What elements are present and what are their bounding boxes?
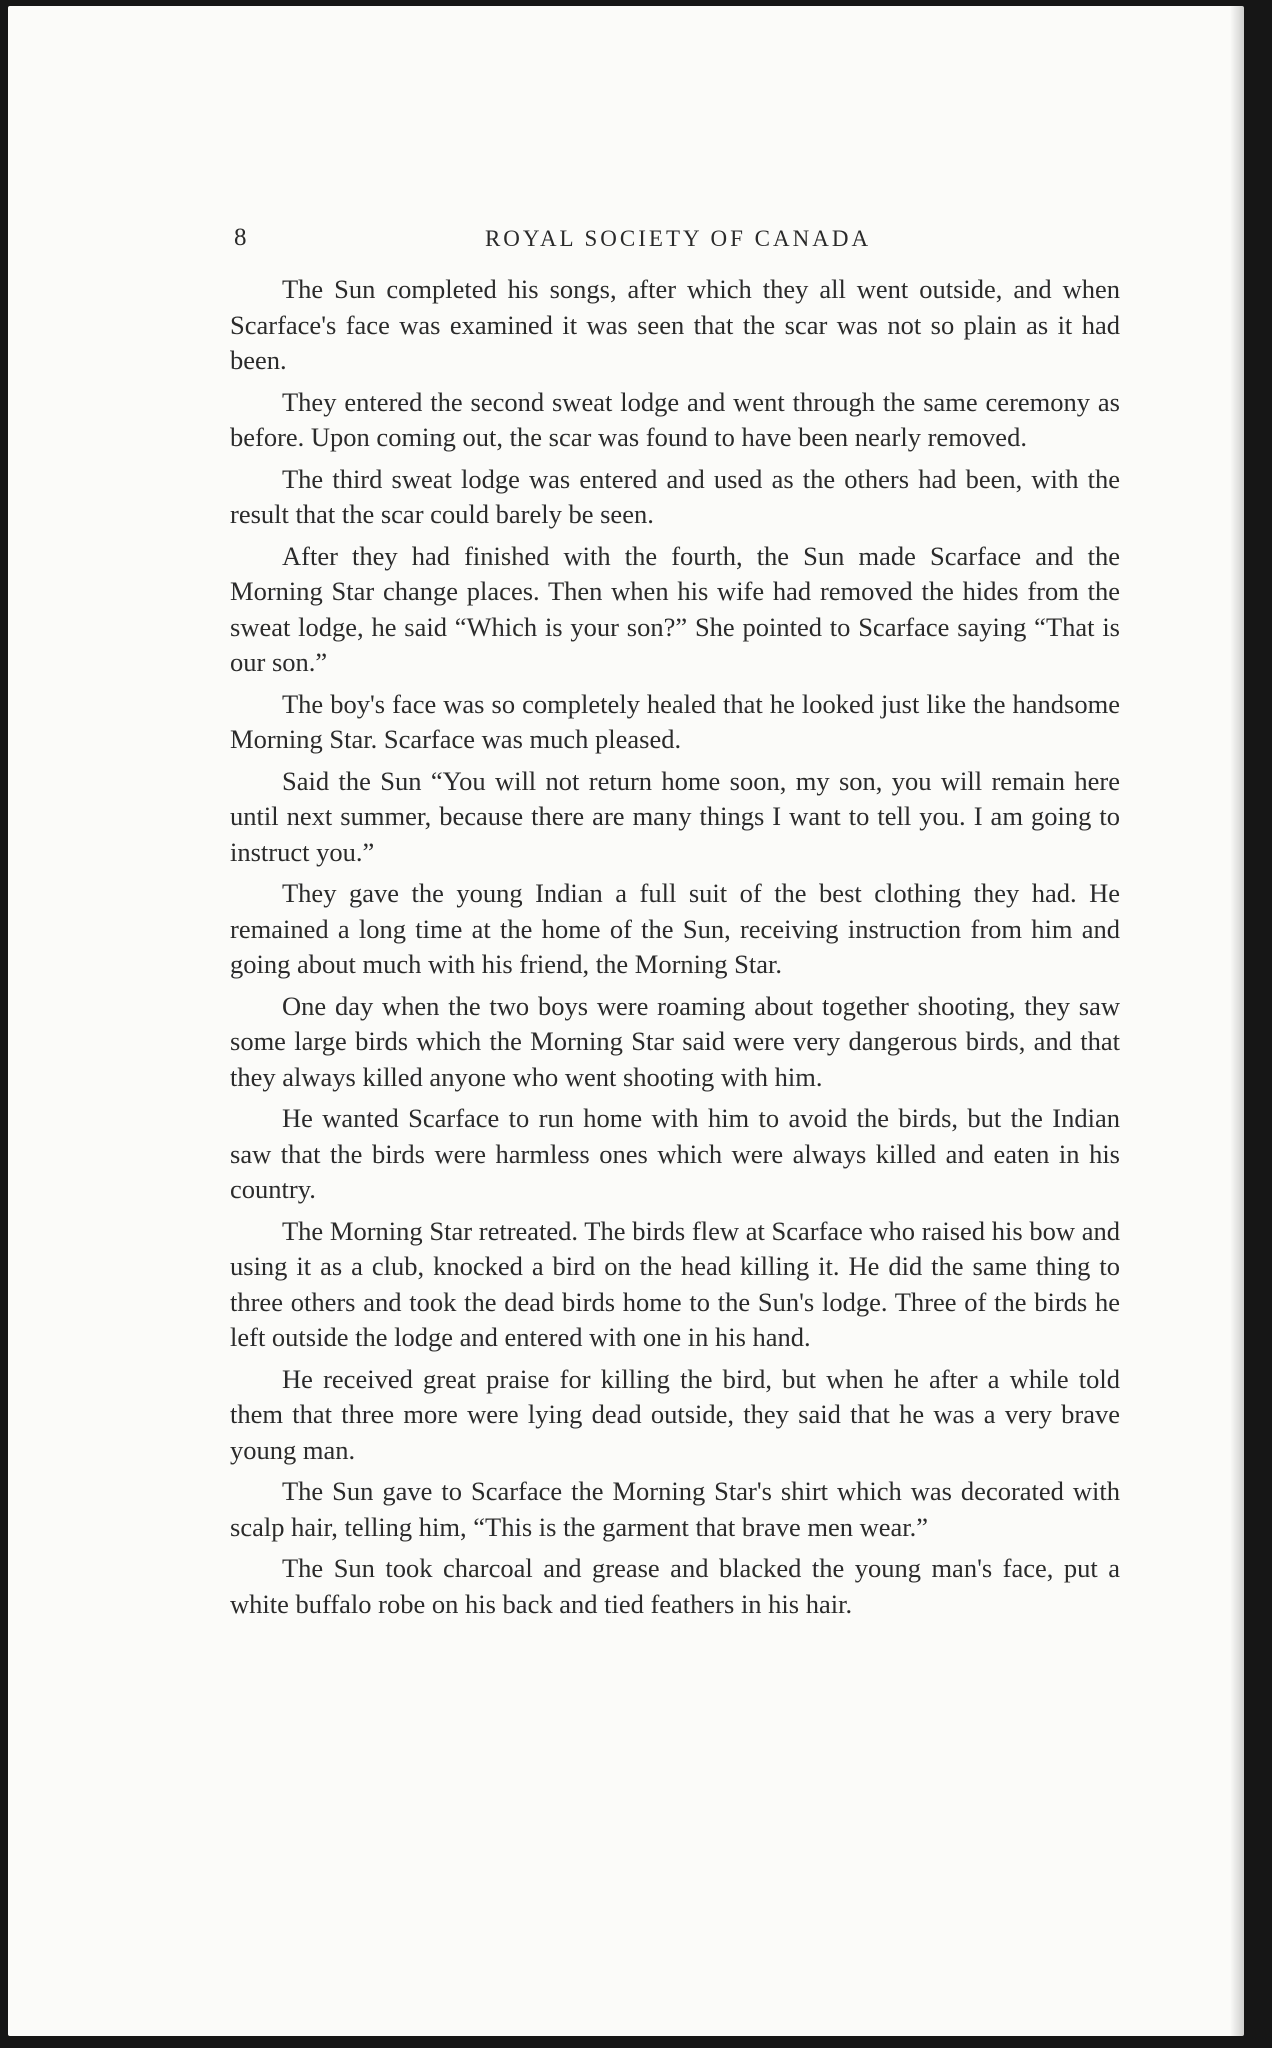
- page-header: [228, 224, 1128, 264]
- body-text: [230, 272, 1120, 1628]
- paragraph: Said the Sun “You will not return home soon, my son, you will remain here until next summer, because there are many things I want to tell you. I am going to instruct you.”: [230, 765, 1120, 867]
- paragraph: The Sun took charcoal and grease and blacked the young man's face, put a white buffalo robe on his back and tied feathers in his hair.: [230, 1553, 1120, 1619]
- book-page: [8, 6, 1244, 2036]
- paragraph: The Sun completed his songs, after which they all went outside, and when Scarface's face was examined it was seen that the scar was not so plain as it had been.: [230, 274, 1120, 375]
- paragraph: They entered the second sweat lodge and went through the same ceremony as before. Upon coming out, the scar was found to have been nearly removed.: [230, 386, 1120, 452]
- page-edge-shadow: [1230, 6, 1244, 2036]
- paragraph: They gave the young Indian a full suit of the best clothing they had. He remained a long time at the home of the Sun, receiving instruction from him and going about much with his friend, the Morning Star.: [230, 878, 1120, 979]
- running-head: ROYAL SOCIETY OF CANADA: [484, 226, 872, 251]
- paragraph: The third sweat lodge was entered and used as the others had been, with the result that the scar could barely be seen.: [230, 463, 1120, 529]
- paragraph: He received great praise for killing the bird, but when he after a while told them that three more were lying dead outside, they said that he was a very brave young man.: [230, 1363, 1120, 1465]
- paragraph: One day when the two boys were roaming about together shooting, they saw some large birds which the Morning Star said were very dangerous birds, and that they always killed anyone who went shooting with him.: [230, 990, 1120, 1092]
- paragraph: The boy's face was so completely healed that he looked just like the handsome Morning Star. Scarface was much pleased.: [230, 688, 1120, 754]
- paragraph: After they had finished with the fourth, the Sun made Scarface and the Morning Star change places. Then when his wife had removed the hides from the sweat lodge, he said “Which is your son?” She pointed to Scarface saying “That is our son.”: [230, 540, 1120, 677]
- paragraph: The Sun gave to Scarface the Morning Star's shirt which was decorated with scalp hair, telling him, “This is the garment that brave men wear.”: [230, 1476, 1120, 1542]
- paragraph: The Morning Star retreated. The birds flew at Scarface who raised his bow and using it as a club, knocked a bird on the head killing it. He did the same thing to three others and took the dead birds home to the Sun's lodge. Three of the birds he left outside the lodge and entered with one in his hand.: [230, 1215, 1120, 1352]
- page-number: 8: [234, 224, 247, 251]
- paragraph: He wanted Scarface to run home with him to avoid the birds, but the Indian saw that the birds were harmless ones which were always killed and eaten in his country.: [230, 1103, 1120, 1204]
